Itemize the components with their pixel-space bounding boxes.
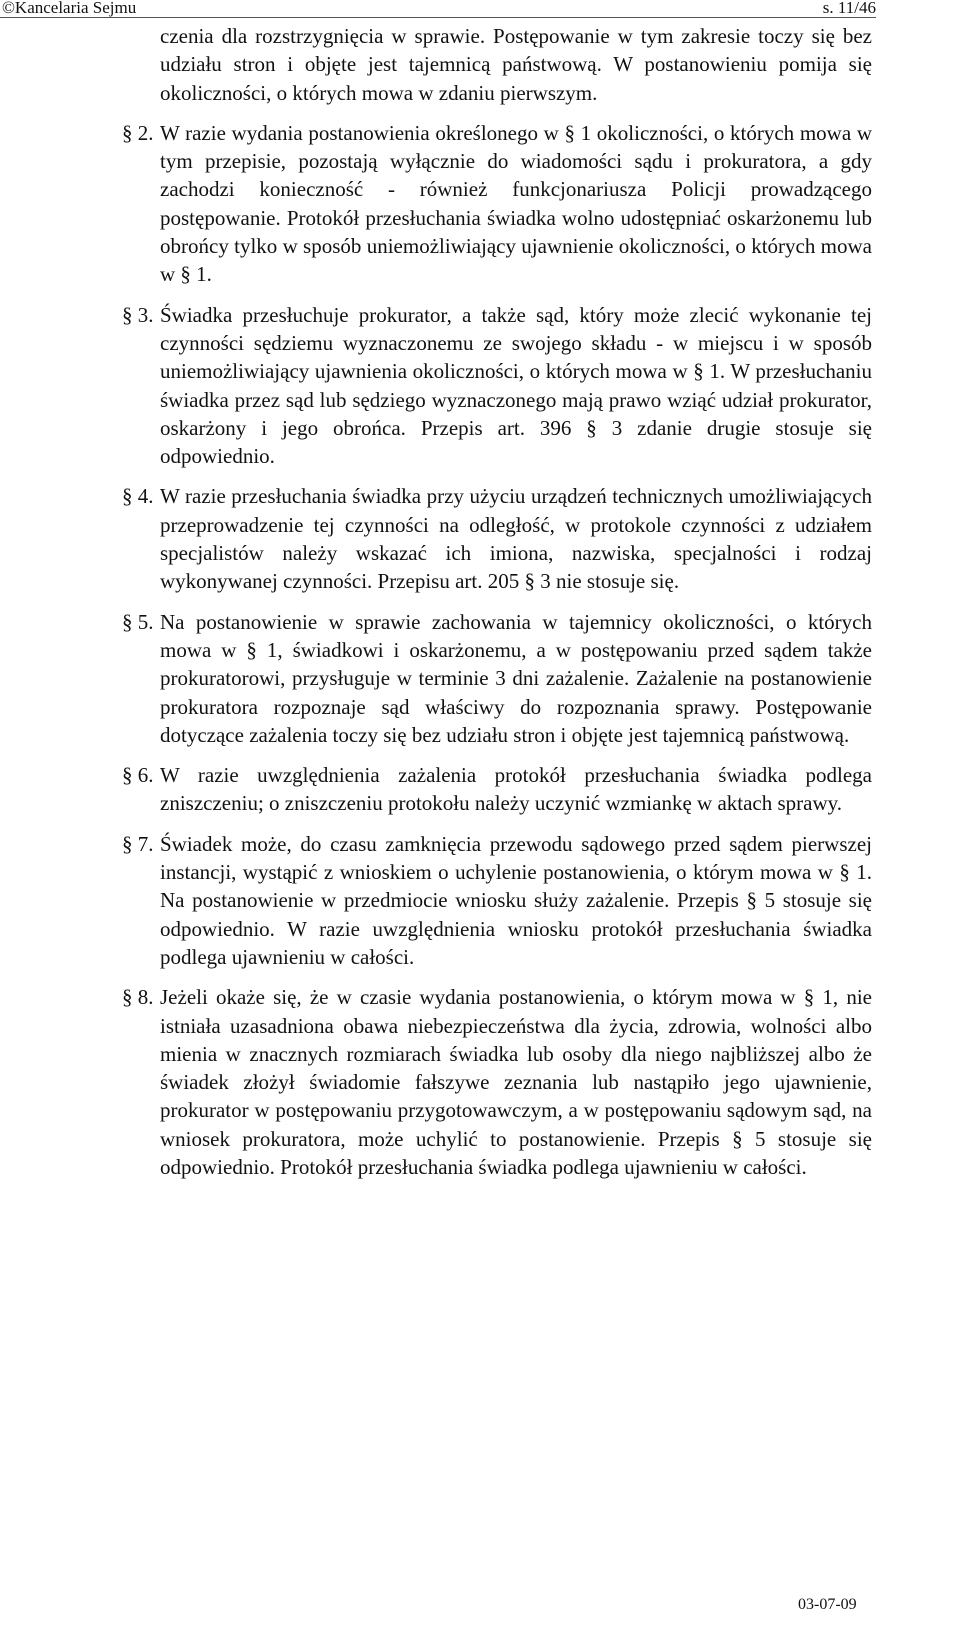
- paragraph-3: [122, 301, 872, 471]
- section-text: W razie wydania postanowienia określonego w § 1 okoliczności, o których mowa w tym przepisie, pozostają wyłącznie do wiadomości sądu i prokuratora, a gdy zachodzi konieczność - również funkcjonariusza Policji prowadzącego postępowanie. Protokół przesłuchania świadka wolno udostępniać oskarżonemu lub obrońcy tylko w sposób uniemożliwiający ujawnienie okoliczności, o których mowa w § 1.: [160, 120, 872, 287]
- paragraph-2: [122, 119, 872, 289]
- section-mark: § 2.: [122, 120, 154, 145]
- lead-paragraph: czenia dla rozstrzygnięcia w sprawie. Postępowanie w tym zakresie toczy się bez udziału stron i objęte jest tajemnicą państwową. W postanowieniu pomija się okoliczności, o których mowa w zdaniu pierwszym.: [160, 24, 872, 105]
- section-mark: § 5.: [122, 609, 154, 634]
- page-number: s. 11/46: [822, 0, 876, 17]
- copyright-label: ©Kancelaria Sejmu: [2, 0, 137, 17]
- footer-date: 03-07-09: [798, 1596, 857, 1613]
- paragraph-5: [122, 608, 872, 749]
- document-body: [122, 22, 872, 1181]
- section-text: Świadek może, do czasu zamknięcia przewodu sądowego przed sądem pierwszej instancji, wystąpić z wnioskiem o uchylenie postanowienia, o którym mowa w § 1. Na postanowienie w przedmiocie wniosku służy zażalenie. Przepis § 5 stosuje się odpowiednio. W razie uwzględnienia wniosku protokół przesłuchania świadka podlega ujawnieniu w całości.: [160, 831, 872, 969]
- section-mark: § 4.: [122, 484, 154, 509]
- paragraph-7: [122, 830, 872, 971]
- section-mark: § 6.: [122, 763, 154, 788]
- section-text: Jeżeli okaże się, że w czasie wydania postanowienia, o którym mowa w § 1, nie istniała uzasadniona obawa niebezpieczeństwa dla życia, zdrowia, wolności albo mienia w znacznych rozmiarach świadka lub osoby dla niego najbliższej albo że świadek złożył świadomie fałszywe zeznania lub nastąpiło jego ujawnienie, prokurator w postępowaniu przygotowawczym, a w postępowaniu sądowym sąd, na wniosek prokuratora, może uchylić to postanowienie. Przepis § 5 stosuje się odpowiednio. Protokół przesłuchania świadka podlega ujawnieniu w całości.: [160, 985, 872, 1179]
- section-mark: § 7.: [122, 831, 154, 856]
- section-text: Na postanowienie w sprawie zachowania w tajemnicy okoliczności, o których mowa w § 1, świadkowi i oskarżonemu, a w postępowaniu przed sądem także prokuratorowi, przysługuje w terminie 3 dni zażalenie. Zażalenie na postanowienie prokuratora rozpoznaje sąd właściwy do rozpoznania sprawy. Postępowanie dotyczące zażalenia toczy się bez udziału stron i objęte jest tajemnicą państwową.: [160, 609, 872, 747]
- paragraph-4: [122, 482, 872, 595]
- paragraph-6: [122, 761, 872, 818]
- section-text: W razie przesłuchania świadka przy użyciu urządzeń technicznych umożliwiających przeprowadzenie tej czynności na odległość, w protokole czynności z udziałem specjalistów należy wskazać ich imiona, nazwiska, specjalności i rodzaj wykonywanej czynności. Przepisu art. 205 § 3 nie stosuje się.: [160, 484, 872, 594]
- page-header: [0, 0, 876, 18]
- section-text: Świadka przesłuchuje prokurator, a także sąd, który może zlecić wykonanie tej czynności sędziemu wyznaczonemu ze swojego składu - w miejscu i w sposób uniemożliwiający ujawnienia okoliczności, o których mowa w § 1. W przesłuchaniu świadka przez sąd lub sędziego wyznaczonego mają prawo wziąć udział prokurator, oskarżony i jego obrońca. Przepis art. 396 § 3 zdanie drugie stosuje się odpowiednio.: [160, 302, 872, 469]
- section-text: W razie uwzględnienia zażalenia protokół przesłuchania świadka podlega zniszczeniu; o zniszczeniu protokołu należy uczynić wzmiankę w aktach sprawy.: [160, 763, 872, 816]
- section-mark: § 8.: [122, 985, 154, 1010]
- section-mark: § 3.: [122, 302, 154, 327]
- paragraph-8: [122, 983, 872, 1181]
